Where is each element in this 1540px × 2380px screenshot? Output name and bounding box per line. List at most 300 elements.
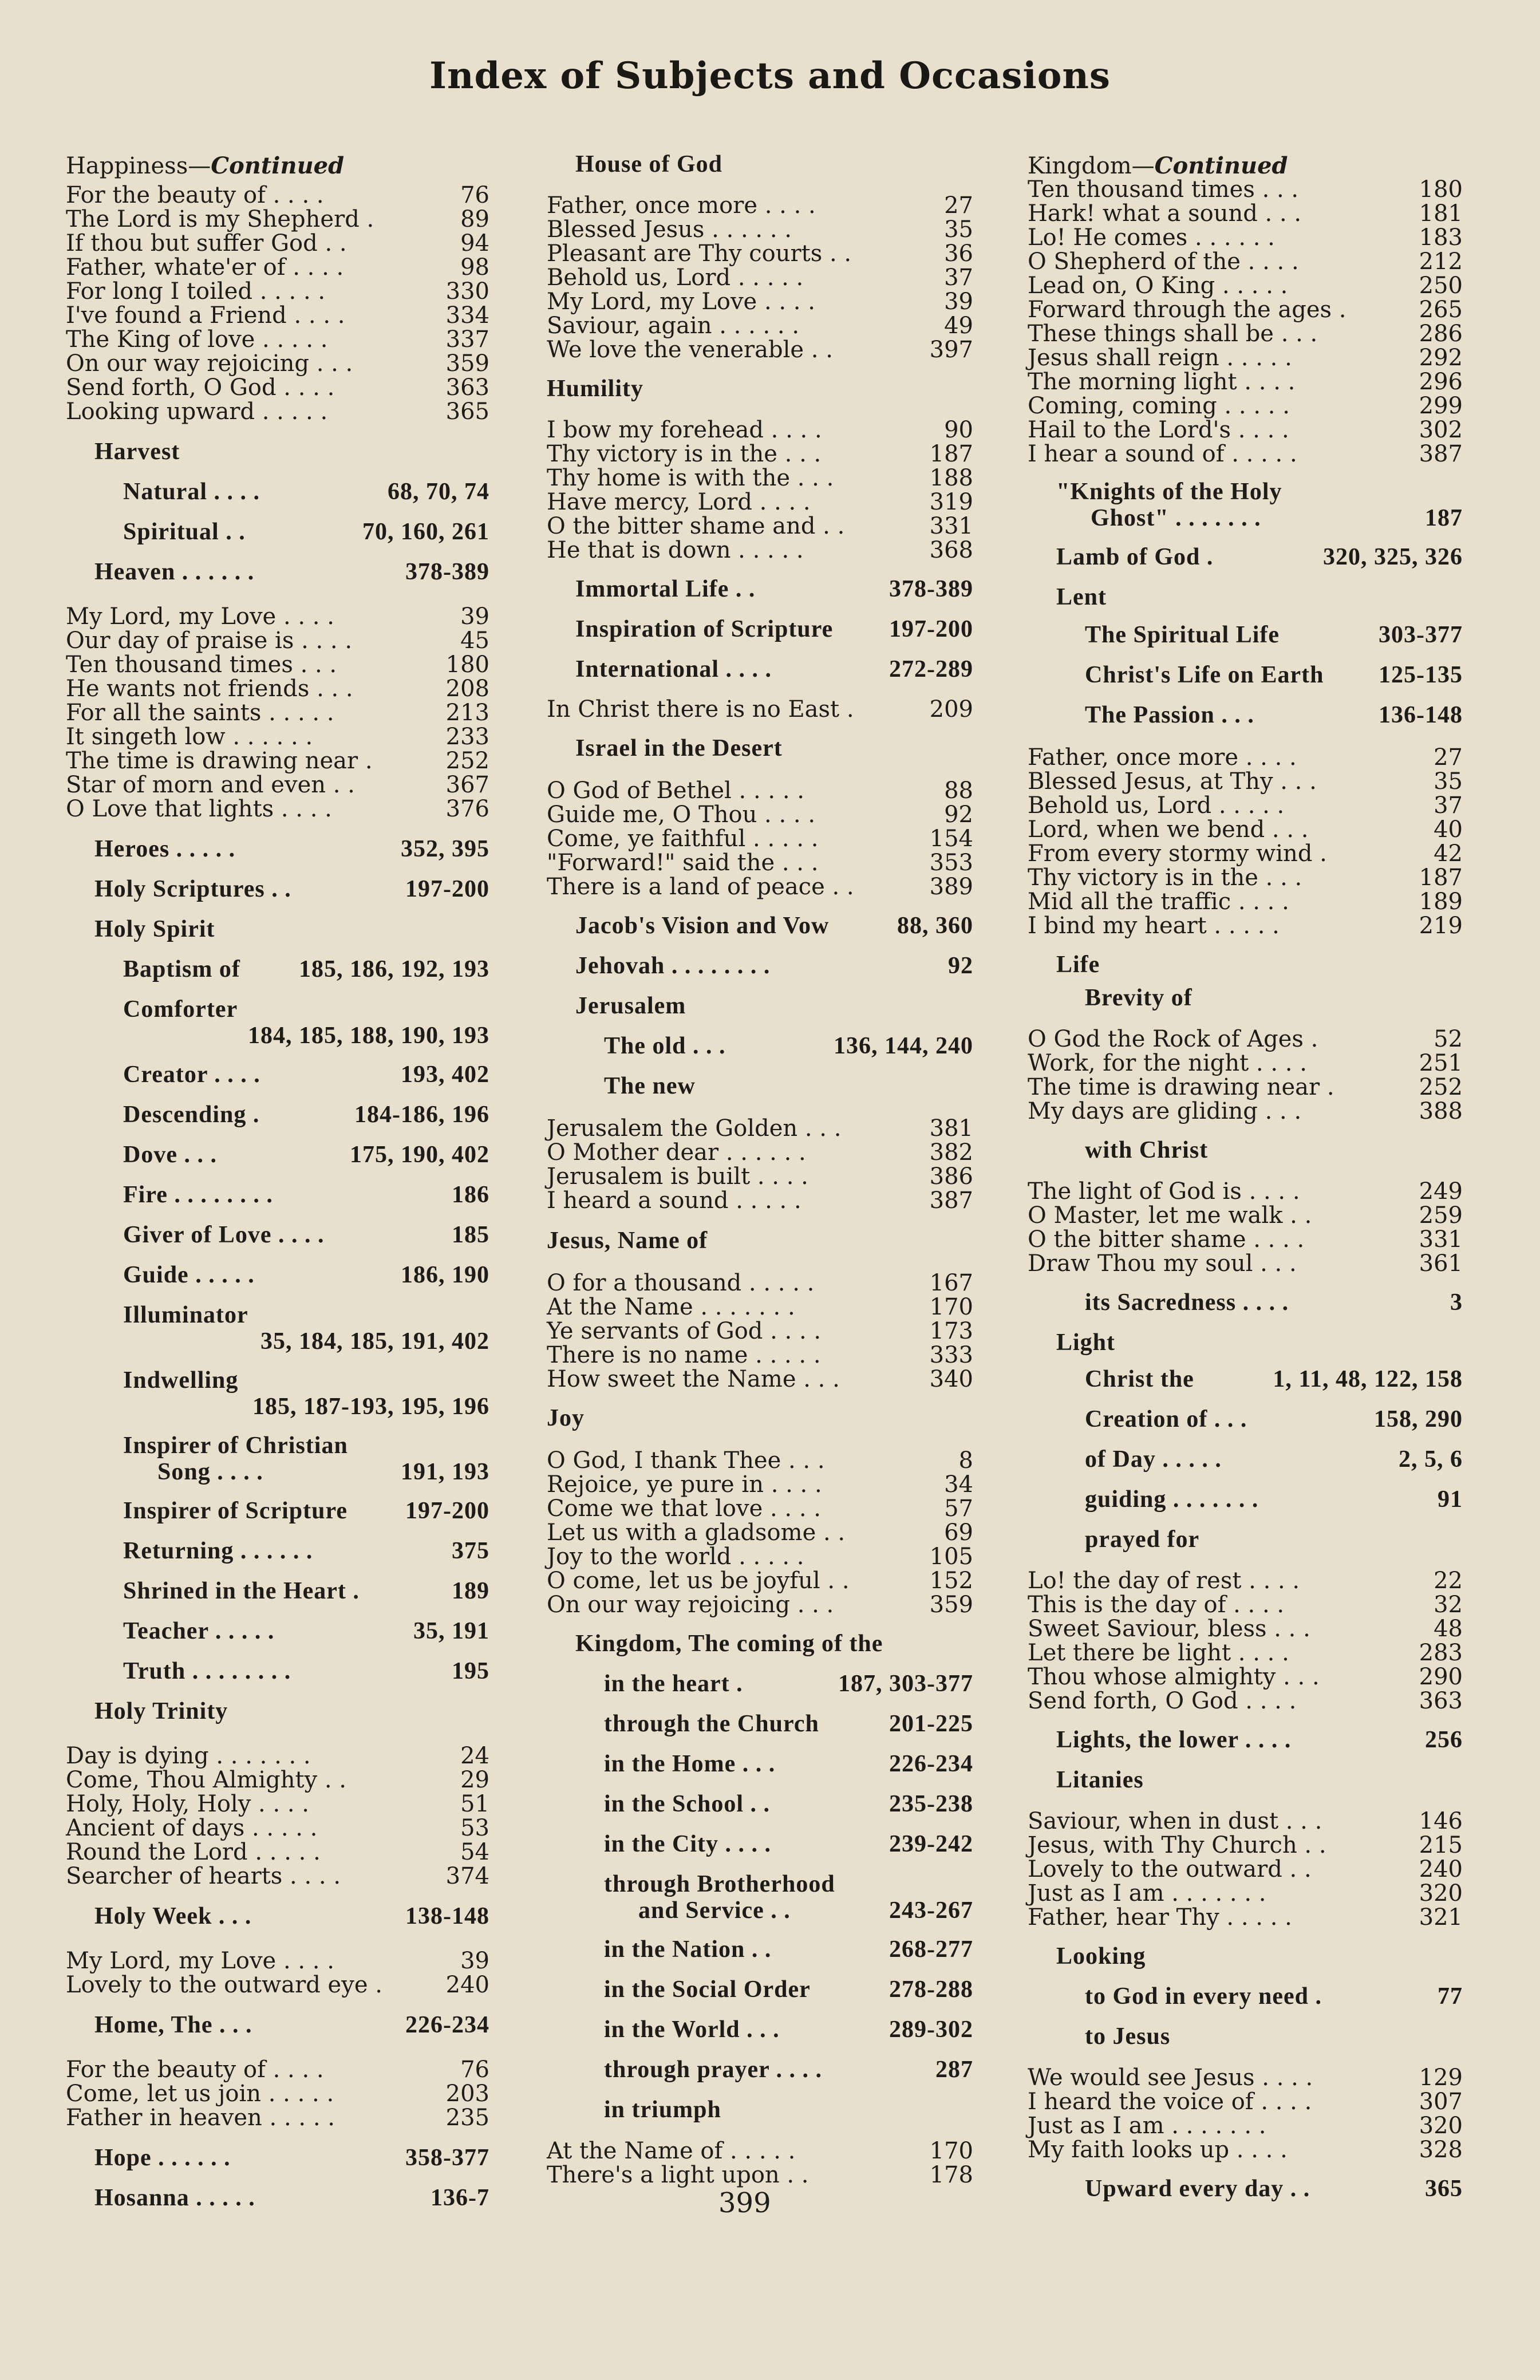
topic-title: The Passion . . . (1085, 702, 1254, 728)
topic-pages: 365 (1425, 2176, 1463, 2202)
entry-title: It singeth low . . . . . . (66, 724, 313, 750)
entry-page: 24 (460, 1743, 489, 1769)
topic-pages: 256 (1425, 1727, 1463, 1753)
entry-page: 361 (1419, 1250, 1463, 1277)
index-entry (547, 1545, 973, 1569)
topic-pages: 3 (1450, 1289, 1463, 1316)
entry-page: 333 (929, 1342, 973, 1368)
topic-title: Illuminator (123, 1302, 248, 1328)
topic-title: "Knights of the Holy (1056, 479, 1282, 505)
entry-page: 178 (929, 2162, 973, 2188)
entry-title: Blessed Jesus . . . . . . (547, 216, 792, 243)
entry-title: The morning light . . . . (1028, 369, 1296, 395)
index-entry (66, 400, 489, 424)
topic-title: Litanies (1056, 1767, 1144, 1793)
entry-page: 359 (929, 1592, 973, 1618)
entry-title: The time is drawing near . (1028, 1074, 1334, 1100)
index-entry (66, 701, 489, 725)
entry-page: 208 (445, 676, 489, 702)
entry-title: Looking upward . . . . . (66, 398, 328, 425)
topic-title: guiding . . . . . . . (1085, 1486, 1259, 1513)
entry-page: 32 (1434, 1592, 1463, 1618)
entry-page: 397 (929, 337, 973, 363)
index-entry (547, 1473, 973, 1497)
entry-title: Jerusalem the Golden . . . (547, 1115, 842, 1142)
index-entry (1028, 769, 1463, 794)
entry-title: Behold us, Lord . . . . . (547, 265, 804, 291)
entry-page: 209 (929, 696, 973, 723)
index-entry (1028, 1857, 1463, 1881)
index-entry (1028, 226, 1463, 250)
entry-title: Jesus, with Thy Church . . (1028, 1832, 1326, 1858)
index-entry (547, 290, 973, 314)
topic-title: Lent (1056, 584, 1107, 610)
entry-page: 319 (929, 489, 973, 515)
entry-title: Come, Thou Almighty . . (66, 1767, 347, 1793)
entry-title: My Lord, my Love . . . . (547, 289, 815, 315)
entry-title: Lo! He comes . . . . . . (1028, 224, 1275, 251)
entry-title: Holy, Holy, Holy . . . . (66, 1791, 310, 1817)
entry-page: 129 (1419, 2065, 1463, 2091)
topic-title: Hosanna . . . . . (94, 2185, 255, 2211)
topic-pages: 189 (452, 1578, 489, 1604)
topic-pages: 1, 11, 48, 122, 158 (1273, 1366, 1463, 1392)
index-entry (66, 231, 489, 255)
index-entry (547, 1165, 973, 1189)
topic-pages: 138-148 (405, 1903, 489, 1929)
entry-page: 386 (929, 1163, 973, 1190)
index-entry (547, 338, 973, 362)
entry-page: 45 (460, 627, 489, 654)
entry-page: 328 (1419, 2137, 1463, 2163)
entry-page: 235 (445, 2105, 489, 2131)
topic-title: Heroes . . . . . (94, 836, 236, 862)
topic-title: The new (604, 1073, 696, 1099)
entry-title: Round the Lord . . . . . (66, 1839, 321, 1865)
topic-title: Humility (547, 376, 644, 402)
entry-title: Forward through the ages . (1028, 297, 1346, 323)
entry-title: Father, hear Thy . . . . . (1028, 1904, 1292, 1931)
entry-title: In Christ there is no East . (547, 696, 854, 723)
topic-title: in the World . . . (604, 2016, 780, 2043)
index-entry (1028, 1051, 1463, 1075)
entry-page: 233 (445, 724, 489, 750)
topic-title: prayed for (1085, 1526, 1200, 1553)
entry-page: 240 (445, 1972, 489, 1998)
entry-title: There's a light upon . . (547, 2162, 809, 2188)
entry-page: 340 (929, 1366, 973, 1392)
topic-pages: 197-200 (405, 876, 489, 902)
topic-title: Jehovah . . . . . . . . (575, 953, 771, 979)
topic-title: The Spiritual Life (1085, 622, 1280, 648)
topic-pages: 235-238 (889, 1791, 973, 1817)
index-entry (547, 418, 973, 442)
entry-title: Draw Thou my soul . . . (1028, 1250, 1297, 1277)
topic-title: Truth . . . . . . . . (123, 1658, 291, 1684)
topic-pages: 35, 191 (413, 1618, 489, 1644)
entry-title: O God the Rock of Ages . (1028, 1026, 1318, 1052)
index-entry (547, 538, 973, 562)
index-entry (1028, 794, 1463, 818)
index-entry (66, 1973, 489, 1997)
entry-page: 330 (445, 278, 489, 305)
entry-title: Behold us, Lord . . . . . (1028, 792, 1285, 819)
entry-page: 320 (1419, 1880, 1463, 1907)
entry-page: 337 (445, 326, 489, 353)
topic-title: House of God (575, 151, 723, 177)
entry-page: 187 (929, 441, 973, 467)
index-entry (1028, 394, 1463, 418)
entry-page: 203 (445, 2081, 489, 2107)
entry-title: On our way rejoicing . . . (547, 1592, 834, 1618)
index-entry (1028, 1881, 1463, 1905)
index-entry (1028, 2114, 1463, 2138)
index-entry (1028, 1099, 1463, 1123)
topic-title: Spiritual . . (123, 519, 246, 545)
entry-page: 180 (1419, 176, 1463, 203)
entry-page: 387 (1419, 441, 1463, 467)
entry-title: Guide me, O Thou . . . . (547, 802, 816, 828)
topic-title: in the City . . . . (604, 1831, 771, 1857)
entry-page: 94 (460, 230, 489, 256)
continued-heading-text: Kingdom—Continued (1028, 152, 1288, 179)
topic-pages: 158, 290 (1374, 1406, 1463, 1432)
index-entry (66, 1864, 489, 1888)
index-entry (547, 266, 973, 290)
entry-title: Lead on, O King . . . . . (1028, 273, 1288, 299)
entry-page: 388 (1419, 1098, 1463, 1124)
topic-title: to Jesus (1085, 2023, 1171, 2050)
topic-pages: 287 (935, 2057, 973, 2083)
entry-title: Thy home is with the . . . (547, 465, 834, 491)
topic-pages: 184-186, 196 (354, 1102, 489, 1128)
topic-title: Guide . . . . . (123, 1262, 255, 1288)
entry-page: 376 (445, 796, 489, 822)
index-entry (66, 1816, 489, 1840)
index-entry (1028, 274, 1463, 298)
topic-title-continued: Ghost" . . . . . . . (1091, 505, 1261, 531)
entry-title: He wants not friends . . . (66, 676, 353, 702)
topic-title: Shrined in the Heart . (123, 1578, 360, 1604)
topic-title: in the Social Order (604, 1976, 811, 2003)
topic-pages: 320, 325, 326 (1323, 544, 1463, 570)
index-entry (1028, 418, 1463, 442)
entry-title: O Shepherd of the . . . . (1028, 248, 1299, 275)
topic-pages: 2, 5, 6 (1399, 1446, 1463, 1473)
entry-title: For the beauty of . . . . (66, 182, 324, 208)
index-entry (1028, 322, 1463, 346)
topic-title: Jerusalem (575, 993, 686, 1019)
index-entry (1028, 1809, 1463, 1833)
topic-title: Dove . . . (123, 1142, 217, 1168)
entry-page: 290 (1419, 1664, 1463, 1690)
entry-title: Mid all the traffic . . . . (1028, 889, 1289, 915)
entry-page: 189 (1419, 889, 1463, 915)
entry-title: How sweet the Name . . . (547, 1366, 840, 1392)
entry-page: 374 (445, 1863, 489, 1889)
index-entry (66, 2058, 489, 2082)
index-entry (1028, 1228, 1463, 1252)
entry-title: From every stormy wind . (1028, 840, 1327, 867)
topic-title: International . . . . (575, 656, 772, 682)
entry-title: Rejoice, ye pure in . . . . (547, 1471, 822, 1498)
index-entry (1028, 1252, 1463, 1276)
entry-title: Just as I am . . . . . . . (1028, 2113, 1266, 2139)
entry-title: Send forth, O God . . . . (1028, 1688, 1297, 1714)
entry-page: 53 (460, 1815, 489, 1841)
entry-page: 52 (1434, 1026, 1463, 1052)
topic-pages: 186 (452, 1182, 489, 1208)
entry-title: Ten thousand times . . . (66, 652, 337, 678)
index-entry (66, 303, 489, 327)
topic-title: Baptism of (123, 956, 240, 982)
entry-title: I heard the voice of . . . . (1028, 2089, 1312, 2115)
index-entry (1028, 177, 1463, 202)
entry-page: 146 (1419, 1808, 1463, 1834)
entry-page: 359 (445, 350, 489, 377)
index-entry (66, 352, 489, 376)
entry-title: I bow my forehead . . . . (547, 417, 822, 443)
topic-pages: 352, 395 (401, 836, 489, 862)
index-entry (1028, 914, 1463, 938)
index-entry (547, 218, 973, 242)
topic-pages: 193, 402 (401, 1061, 489, 1088)
entry-title: I heard a sound . . . . . (547, 1187, 801, 1214)
entry-page: 39 (944, 289, 973, 315)
index-entry (1028, 745, 1463, 769)
topic-pages: 175, 190, 402 (350, 1142, 489, 1168)
topic-title: Descending . (123, 1102, 260, 1128)
topic-title: Christ's Life on Earth (1085, 662, 1324, 688)
entry-page: 265 (1419, 297, 1463, 323)
index-entry (1028, 370, 1463, 394)
entry-title: The time is drawing near . (66, 748, 373, 774)
entry-title: Have mercy, Lord . . . . (547, 489, 811, 515)
entry-page: 34 (944, 1471, 973, 1498)
index-entry (1028, 1617, 1463, 1641)
entry-page: 259 (1419, 1202, 1463, 1229)
entry-title: O for a thousand . . . . . (547, 1270, 815, 1296)
topic-pages: 226-234 (889, 1751, 973, 1777)
index-entry (1028, 298, 1463, 322)
topic-title: in the Home . . . (604, 1751, 776, 1777)
entry-page: 307 (1419, 2089, 1463, 2115)
entry-title: O Mother dear . . . . . . (547, 1139, 806, 1166)
entry-page: 251 (1419, 1050, 1463, 1076)
entry-title: Father, once more . . . . (547, 192, 816, 219)
topic-pages: 136-148 (1379, 702, 1463, 728)
index-entry (66, 749, 489, 773)
entry-title: Joy to the world . . . . . (547, 1544, 804, 1570)
index-entry (66, 605, 489, 629)
entry-page: 183 (1419, 224, 1463, 251)
index-entry (547, 2139, 973, 2163)
entry-title: Blessed Jesus, at Thy . . . (1028, 768, 1317, 795)
index-entry (66, 2106, 489, 2130)
entry-page: 40 (1434, 816, 1463, 843)
entry-page: 39 (460, 1948, 489, 1974)
index-entry (547, 1116, 973, 1140)
topic-title: Holy Trinity (94, 1698, 228, 1724)
entry-page: 76 (460, 182, 489, 208)
entry-page: 331 (1419, 1226, 1463, 1253)
entry-title: Day is dying . . . . . . . (66, 1743, 311, 1769)
entry-page: 240 (1419, 1856, 1463, 1882)
topic-title: Inspiration of Scripture (575, 616, 834, 642)
entry-title: Hail to the Lord's . . . . (1028, 417, 1289, 443)
index-entry (1028, 2066, 1463, 2090)
entry-title: Pleasant are Thy courts . . (547, 240, 852, 267)
entry-title: Let us with a gladsome . . (547, 1519, 846, 1546)
entry-title: O God, I thank Thee . . . (547, 1447, 825, 1474)
entry-title: Thou whose almighty . . . (1028, 1664, 1320, 1690)
topic-title-continued: Song . . . . (157, 1459, 263, 1485)
entry-page: 181 (1419, 200, 1463, 227)
entry-page: 283 (1419, 1640, 1463, 1666)
entry-page: 302 (1419, 417, 1463, 443)
topic-title: Light (1056, 1329, 1116, 1356)
topic-title: Lights, the lower . . . . (1056, 1727, 1292, 1753)
entry-page: 37 (944, 265, 973, 291)
topic-title: in triumph (604, 2097, 721, 2123)
entry-title: Lovely to the outward eye . (66, 1972, 382, 1998)
entry-title: O God of Bethel . . . . . (547, 777, 804, 804)
entry-page: 331 (929, 513, 973, 539)
index-entry (547, 314, 973, 338)
topic-title: Holy Week . . . (94, 1903, 252, 1929)
index-entry (66, 2082, 489, 2106)
index-entry (1028, 890, 1463, 914)
entry-page: 105 (929, 1544, 973, 1570)
entry-page: 173 (929, 1318, 973, 1344)
index-entry (66, 653, 489, 677)
index-entry (66, 255, 489, 279)
index-entry (547, 514, 973, 538)
entry-title: Jerusalem is built . . . . (547, 1163, 808, 1190)
entry-title: The light of God is . . . . (1028, 1178, 1300, 1205)
index-entry (547, 1367, 973, 1391)
index-entry (547, 827, 973, 851)
entry-title: My faith looks up . . . . (1028, 2137, 1288, 2163)
index-entry (1028, 842, 1463, 866)
entry-page: 36 (944, 240, 973, 267)
index-entry (1028, 1593, 1463, 1617)
topic-title: with Christ (1085, 1137, 1209, 1163)
entry-title: Come, let us join . . . . . (66, 2081, 334, 2107)
topic-title: Lamb of God . (1056, 544, 1214, 570)
topic-title: Comforter (123, 996, 238, 1023)
entry-page: 27 (1434, 744, 1463, 771)
entry-page: 48 (1434, 1616, 1463, 1642)
entry-title: O the bitter shame . . . . (1028, 1226, 1305, 1253)
index-entry (547, 1448, 973, 1473)
topic-title: Returning . . . . . . (123, 1538, 313, 1564)
index-entry (1028, 2138, 1463, 2162)
topic-title: Giver of Love . . . . (123, 1222, 325, 1248)
entry-page: 92 (944, 802, 973, 828)
topic-pages: 226-234 (405, 2012, 489, 2038)
topic-pages: 195 (452, 1658, 489, 1684)
topic-title: Brevity of (1085, 985, 1192, 1011)
entry-title: Send forth, O God . . . . (66, 374, 335, 401)
topic-title: its Sacredness . . . . (1085, 1289, 1289, 1316)
topic-title: The old . . . (604, 1033, 726, 1059)
index-entry (66, 629, 489, 653)
index-entry (66, 279, 489, 303)
index-entry (66, 183, 489, 207)
entry-title: Let there be light . . . . (1028, 1640, 1289, 1666)
entry-page: 286 (1419, 321, 1463, 347)
topic-title: through the Church (604, 1711, 819, 1737)
entry-title: O the bitter shame and . . (547, 513, 845, 539)
entry-page: 363 (445, 374, 489, 401)
entry-title: The King of love . . . . . (66, 326, 328, 353)
entry-page: 51 (460, 1791, 489, 1817)
topic-pages: 375 (452, 1538, 489, 1564)
index-entry (1028, 1689, 1463, 1713)
topic-pages: 268-277 (889, 1936, 973, 1963)
index-entry (66, 1840, 489, 1864)
topic-pages: 77 (1438, 1983, 1463, 2010)
topic-title: Inspirer of Scripture (123, 1498, 348, 1524)
entry-title: This is the day of . . . . (1028, 1592, 1285, 1618)
topic-pages: 243-267 (889, 1897, 973, 1924)
continued-heading-text: Happiness—Continued (66, 152, 345, 179)
entry-title: Lovely to the outward . . (1028, 1856, 1312, 1882)
topic-pages: 125-135 (1379, 662, 1463, 688)
entry-title: Ancient of days . . . . . (66, 1815, 318, 1841)
entry-page: 296 (1419, 369, 1463, 395)
entry-title: Just as I am . . . . . . . (1028, 1880, 1266, 1907)
entry-title: Lo! the day of rest . . . . (1028, 1568, 1300, 1594)
entry-title: I bind my heart . . . . . (1028, 913, 1280, 939)
entry-title: For the beauty of . . . . (66, 2057, 324, 2083)
entry-title: Jesus shall reign . . . . . (1028, 345, 1292, 371)
index-entry (547, 851, 973, 875)
entry-page: 382 (929, 1139, 973, 1166)
index-entry (1028, 1203, 1463, 1228)
page-number: 399 (718, 2187, 771, 2219)
index-entry (66, 725, 489, 749)
entry-page: 98 (460, 254, 489, 281)
index-entry (66, 376, 489, 400)
entry-page: 42 (1434, 840, 1463, 867)
entry-title: Ten thousand times . . . (1028, 176, 1299, 203)
topic-pages: 278-288 (889, 1976, 973, 2003)
index-entry (1028, 1027, 1463, 1051)
index-entry (547, 1343, 973, 1367)
topic-pages: 197-200 (889, 616, 973, 642)
entry-page: 180 (445, 652, 489, 678)
entry-page: 249 (1419, 1178, 1463, 1205)
entry-page: 22 (1434, 1568, 1463, 1594)
entry-title: Father, whate'er of . . . . (66, 254, 344, 281)
entry-title: At the Name of . . . . . (547, 2138, 796, 2164)
index-entry (1028, 818, 1463, 842)
index-entry (547, 803, 973, 827)
entry-title: There is a land of peace . . (547, 874, 854, 900)
entry-page: 299 (1419, 393, 1463, 419)
index-entry (547, 1593, 973, 1617)
entry-title: Father in heaven . . . . . (66, 2105, 335, 2131)
index-entry (547, 697, 973, 721)
entry-title: Thy victory is in the . . . (1028, 865, 1302, 891)
entry-page: 167 (929, 1270, 973, 1296)
topic-pages: 185, 186, 192, 193 (299, 956, 489, 982)
entry-title: Searcher of hearts . . . . (66, 1863, 341, 1889)
topic-title: Hope . . . . . . (94, 2145, 231, 2171)
entry-page: 35 (1434, 768, 1463, 795)
